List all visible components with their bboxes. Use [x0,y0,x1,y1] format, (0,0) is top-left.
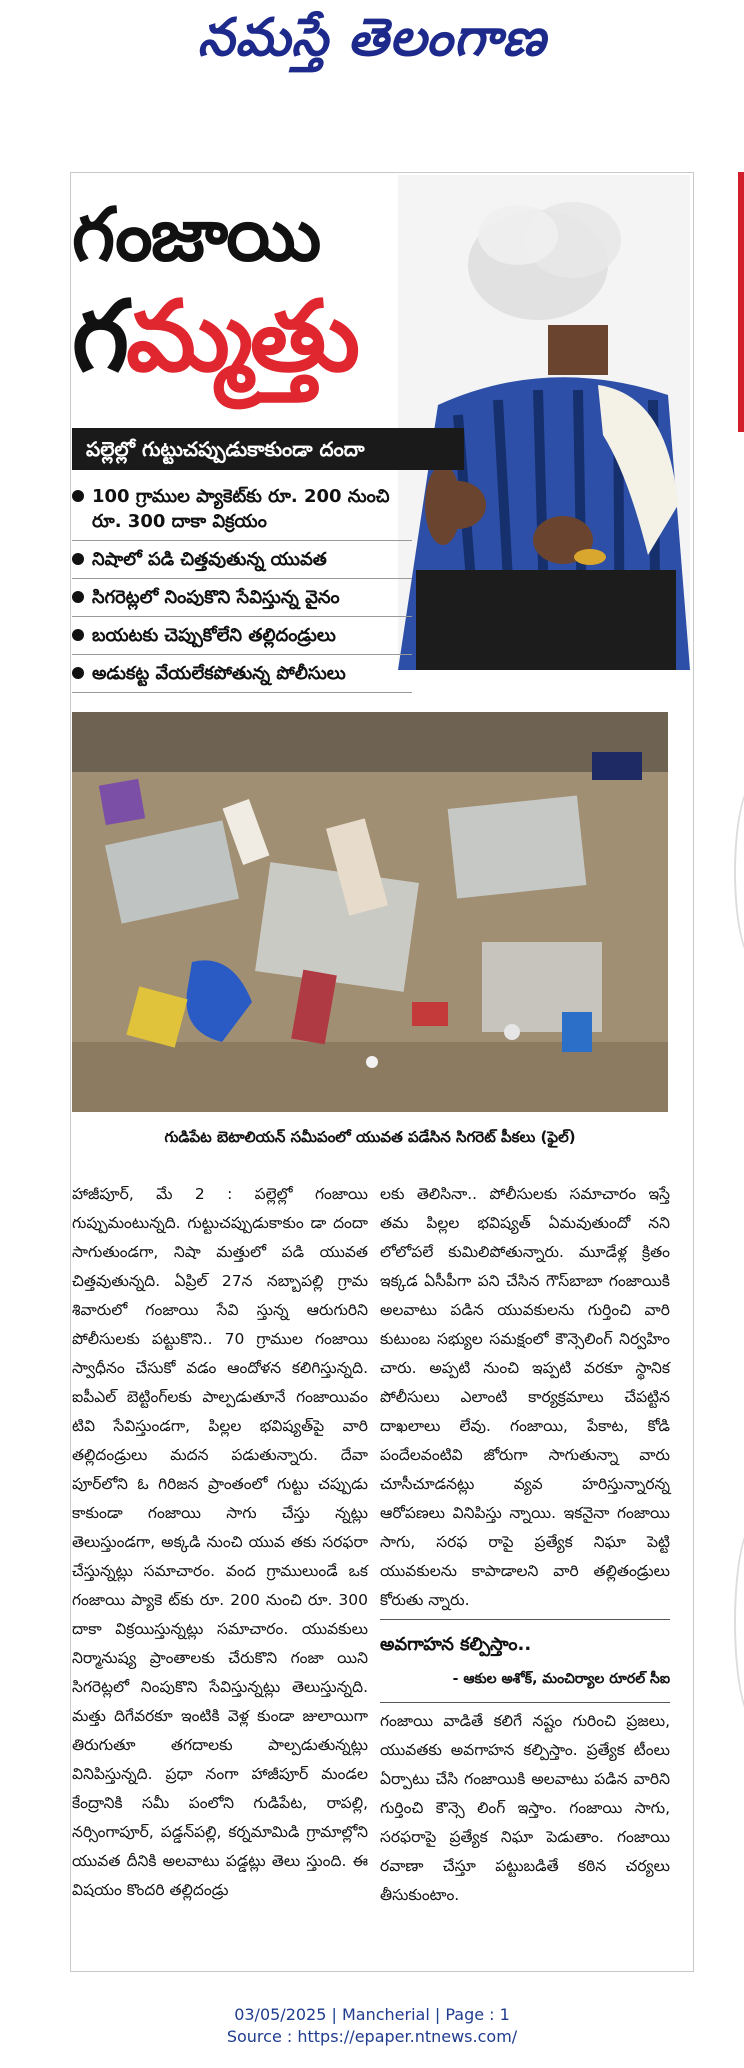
page-footer [0,2004,744,2048]
bullet-dot-icon [72,667,84,679]
subheadline-bar: పల్లెల్లో గుట్టుచప్పుడుకాకుండా దందా [72,428,464,470]
footer-date-edition: 03/05/2025 | Mancherial | Page : 1 [234,2005,510,2024]
footer-source: Source : https://epaper.ntnews.com/ [226,2027,518,2046]
bullet-text: నిషాలో పడి చిత్తవుతున్న యువత [92,549,327,570]
photo-smoking-man [398,175,690,670]
adjacent-page-curve [734,1520,744,1724]
bullet-dot-icon [72,490,84,502]
photo-cigarette-waste [72,712,668,1112]
bullet-text: బయటకు చెప్పుకోలేని తల్లిదండ్రులు [92,625,336,646]
bullet-dot-icon [72,591,84,603]
photo-caption: గుడిపేట బెటాలియన్ సమీపంలో యువత పడేసిన సిగరెట్ పీకలు (ఫైల్) [164,1128,576,1146]
headline-line-2 [72,280,357,418]
article-body-text: హాజీపూర్, మే 2 : పల్లెల్లో గంజాయి గుప్పుమంటున్నది. గుట్టుచప్పుడుకాకుం డా దందా సాగుతుండగా, నిషా మత్తులో పడి యువత చిత్తవుతున్నది. ఏప్రిల్ 27న నబ్బాపల్లి గ్రామ శివారులో గంజాయి సేవి స్తున్న ఆరుగురిని పోలీసులకు పట్టుకొని.. 70 గ్రాముల గంజాయి స్వాధీనం చేసుకో వడం ఆందోళన కలిగిస్తున్నది. ఐపీఎల్ బెట్టింగ్‌లకు పాల్పడుతూనే గంజాయివం టివి సేవిస్తుండగా, పిల్లల భవిష్యత్‌పై వారి తల్లిదండ్రులు మదన పడుతున్నారు. దేవా పూర్‌లోని ఓ గిరిజన ప్రాంతంలో గుట్టు చప్పుడు కాకుండా గంజాయి సాగు చేస్తు న్నట్లు తెలుస్తుండగా, అక్కడి నుంచి యువ తకు సరఫరా చేస్తున్నట్లు సమాచారం. వంద గ్రాములుండే ఒక గంజాయి ప్యాకె ట్‌కు రూ. 200 నుంచి రూ. 300 దాకా విక్రయిస్తున్నట్లు సమాచారం. యువకులు నిర్మానుష్య ప్రాంతాలకు చేరుకొని గంజా యిని సిగరెట్లలో నింపుకొని సేవిస్తున్నట్లు తెలుస్తున్నది. మత్తు దిగేవరకూ ఇంటికి వెళ్ల కుండా జులాయిగా తిరుగుతూ తగదాలకు పాల్పడుతున్నట్లు వినిపిస్తున్నది. ప్రధా నంగా హాజీపూర్ మండల కేంద్రానికి సమీ పంలోని గుడిపేట, రాపల్లి, నర్సింగాపూర్, పడ్డన్‌పల్లి, కర్నమామిడి గ్రామాల్లోని యువత దీనికి అలవాటు పడ్డట్లు తెలు స్తుంది. ఈ విషయం కొందరి తల్లిదండ్రు [72,1185,368,1899]
awareness-body-text: గంజాయి వాడితే కలిగే నష్టం గురించి ప్రజలు, యువతకు అవగాహన కల్పిస్తాం. ప్రత్యేక టీంలు ఏర్పాటు చేసి గంజాయికి అలవాటు పడిన వారిని గుర్తించి కౌన్సె లింగ్ ఇస్తాం. గంజాయి సాగు, సరఫరాపై ప్రత్యేక నిఘా పెడుతాం. గంజాయి రవాణా చేస్తూ పట్టుబడితే కఠిన చర్యలు తీసుకుంటాం. [380,1712,670,1904]
bullet-item [72,585,412,617]
bullet-item [72,484,412,541]
adjacent-page-curve [734,780,744,964]
section-divider [380,1702,670,1703]
article-column-left [72,1180,368,1905]
adjacent-red-edge [738,172,744,432]
bullet-text: సిగరెట్లలో నింపుకొని సేవిస్తున్న వైనం [92,587,340,608]
headline-line-1: గంజాయి [72,192,320,278]
bullet-dot-icon [72,553,84,565]
section-divider [380,1619,670,1620]
bullet-item [72,547,412,579]
awareness-heading: అవగాహన కల్పిస్తాం.. [380,1634,532,1655]
article-column-right [380,1180,670,1910]
headline-line-2-black: గ [72,280,127,394]
bullet-list [72,484,412,699]
awareness-byline: - ఆకుల అశోక్, మంచిర్యాల రూరల్ సీఐ [452,1671,670,1687]
headline-line-2-red: మ్మత్తు [126,280,358,394]
bullet-item [72,623,412,655]
masthead-logo: నమస్తే తెలంగాణ [197,8,547,68]
bullet-item [72,661,412,693]
bullet-text: 100 గ్రాముల ప్యాకెట్‌కు రూ. 200 నుంచి రూ. 300 దాకా విక్రయం [92,486,390,532]
bullet-text: అడుకట్ట వేయలేకపోతున్న పోలీసులు [92,663,346,684]
bullet-dot-icon [72,629,84,641]
article-body-text: లకు తెలిసినా.. పోలీసులకు సమాచారం ఇస్తే తమ పిల్లల భవిష్యత్ ఏమవుతుందో నని లోలోపలే కుమిలిపోతున్నారు. మూడేళ్ల క్రితం ఇక్కడ ఏసీపీగా పని చేసిన గౌస్‌బాబా గంజాయికి అలవాటు పడిన యువకులను గుర్తించి వారి కుటుంబ సభ్యుల సమక్షంలో కౌన్సెలింగ్ నిర్వహిం చారు. అప్పటి నుంచి ఇప్పటి వరకూ స్థానిక పోలీసులు ఎలాంటి కార్యక్రమాలు చేపట్టిన దాఖలాలు లేవు. గంజాయి, పేకాట, కోడి పందేలవంటివి జోరుగా సాగుతున్నా వారు చూసీచూడనట్లు వ్యవ హరిస్తున్నారన్న ఆరోపణలు వినిపిస్తు న్నాయి. ఇకనైనా గంజాయి సాగు, సరఫ రాపై ప్రత్యేక నిఘా పెట్టి యువకులను కాపాడాలని వారి తల్లితండ్రులు కోరుతు న్నారు. [380,1185,670,1609]
